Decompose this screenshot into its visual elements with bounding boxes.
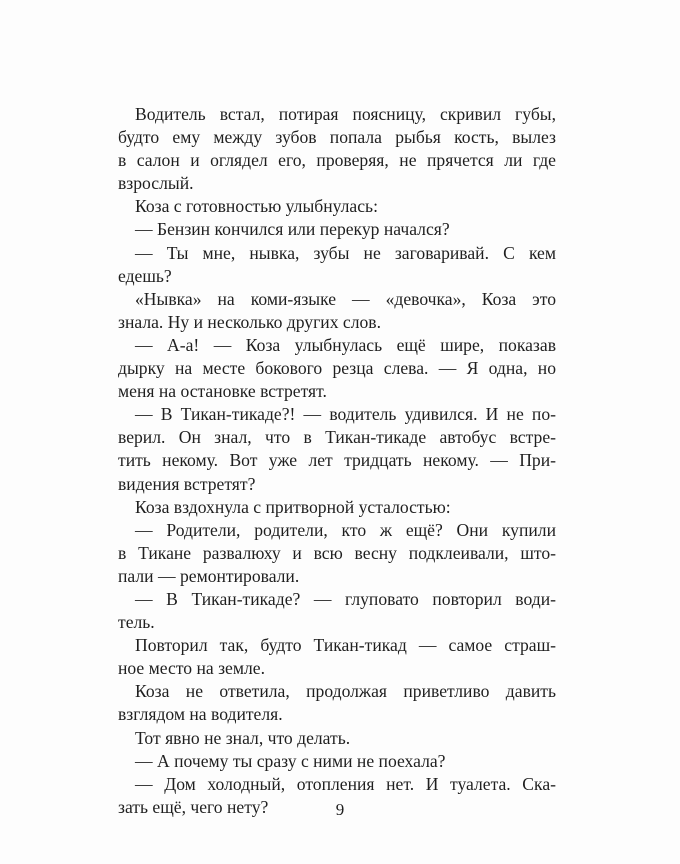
text-line: — Родители, родители, кто ж ещё? Они купили (135, 519, 556, 540)
text-line: — В Тикан-тикаде? — глуповато повторил води- (135, 588, 556, 609)
text-line: видения встретят? (118, 473, 256, 494)
text-line: — Бензин кончился или перекур начался? (135, 219, 450, 240)
text-line: будто ему между зубов попала рыбья кость, вылез (118, 127, 556, 148)
text-line: дырку на месте бокового резца слева. — Я одна, но (118, 358, 556, 379)
text-line: взрослый. (118, 173, 194, 194)
page-number: 9 (335, 800, 345, 819)
text-line: пали — ремонтировали. (118, 565, 300, 586)
text-line: Водитель встал, потирая поясницу, скривил губы, (135, 104, 556, 124)
text-line: знала. Ну и несколько других слов. (118, 311, 382, 332)
text-line: — Дом холодный, отопления нет. И туалета. Ска- (135, 773, 556, 794)
text-line: тить некому. Вот уже лет тридцать некому. — При- (118, 450, 556, 471)
text-line: едешь? (118, 265, 172, 286)
text-line: взглядом на водителя. (118, 704, 283, 725)
text-line: Коза не ответила, продолжая приветливо давить (135, 681, 556, 702)
text-line: «Нывка» на коми-языке — «девочка», Коза это (135, 288, 556, 309)
text-line: зать ещё, чего нету? (118, 796, 269, 817)
text-line: в Тикане развалюху и всю весну подклеивали, што- (118, 542, 556, 563)
text-line: Тот явно не знал, что делать. (135, 727, 351, 748)
text-line: в салон и оглядел его, проверяя, не прячется ли где (118, 150, 556, 171)
text-line: — В Тикан-тикаде?! — водитель удивился. И не по- (135, 404, 556, 425)
text-line: меня на остановке встретят. (118, 381, 327, 402)
body-text (118, 103, 556, 819)
text-line: Повторил так, будто Тикан-тикад — самое страш- (135, 635, 556, 656)
text-line: Коза с готовностью улыбнулась: (135, 196, 378, 217)
text-line: — Ты мне, нывка, зубы не заговаривай. С кем (135, 242, 556, 263)
text-line: ное место на земле. (118, 658, 265, 679)
text-line: верил. Он знал, что в Тикан-тикаде автобус встре- (118, 427, 556, 448)
text-line: — А-а! — Коза улыбнулась ещё шире, показав (135, 334, 556, 355)
text-line: тель. (118, 612, 155, 633)
text-line: — А почему ты сразу с ними не поехала? (135, 750, 446, 771)
text-line: Коза вздохнула с притворной усталостью: (135, 496, 451, 517)
